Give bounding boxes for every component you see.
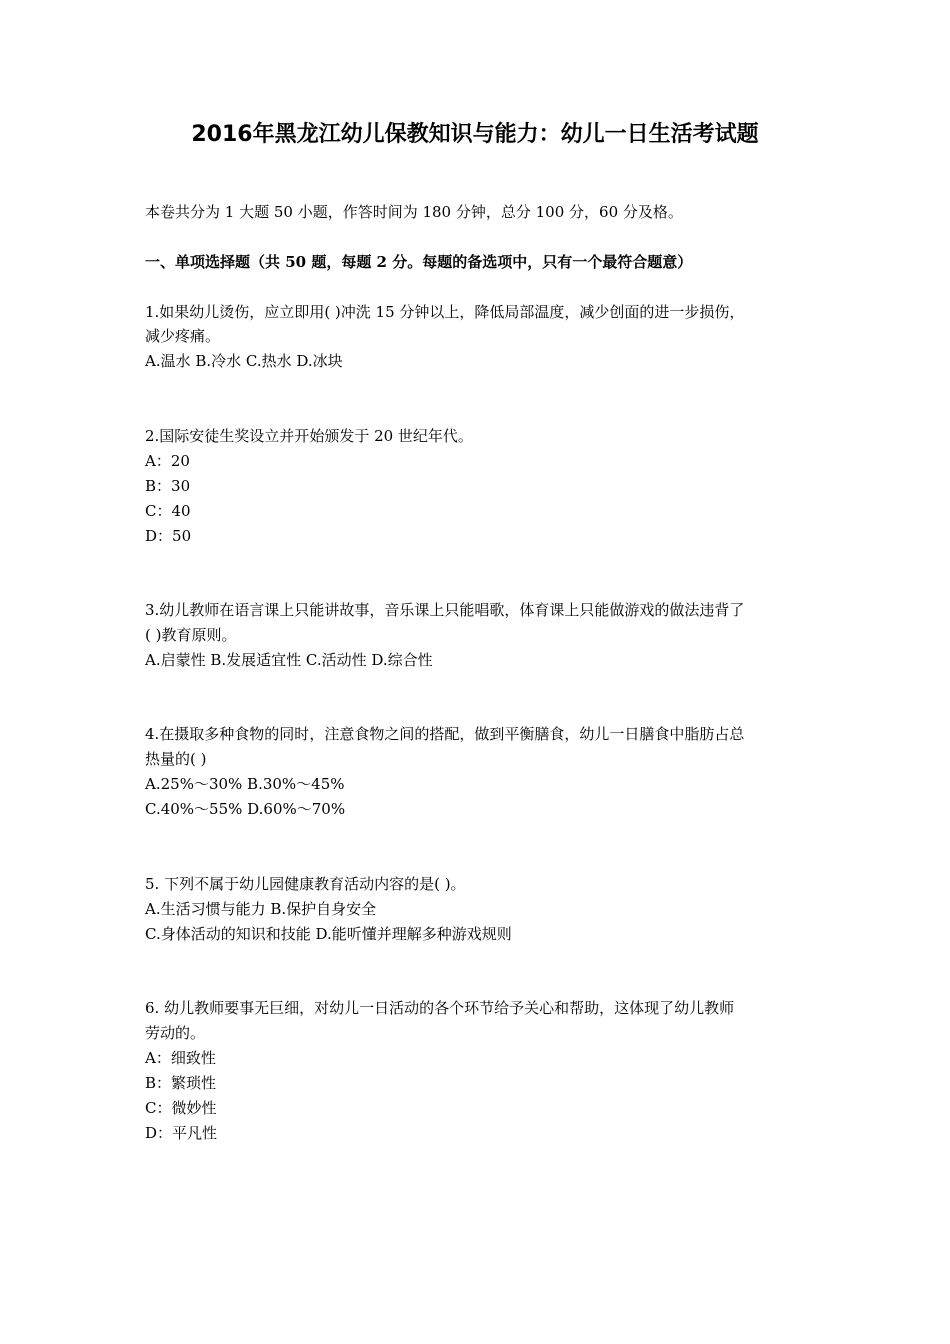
question-3-options: A.启蒙性 B.发展适宜性 C.活动性 D.综合性 <box>145 651 433 669</box>
question-6-option-b: B：繁琐性 <box>145 1074 217 1092</box>
question-6-option-a: A：细致性 <box>145 1049 216 1067</box>
question-5-stem: 5. 下列不属于幼儿园健康教育活动内容的是( )。 <box>145 875 466 893</box>
question-2-option-a: A：20 <box>145 452 190 470</box>
question-6-option-d: D：平凡性 <box>145 1124 218 1142</box>
question-1-stem-line1: 1.如果幼儿烫伤，应立即用( )冲洗 15 分钟以上，降低局部温度，减少创面的进一步损伤， <box>145 303 745 321</box>
question-2-option-d: D：50 <box>145 527 192 545</box>
question-6-stem-line2: 劳动的。 <box>145 1024 206 1042</box>
section-heading: 一、单项选择题（共 50 题，每题 2 分。每题的备选项中，只有一个最符合题意） <box>145 253 693 271</box>
question-3-stem-line1: 3.幼儿教师在语言课上只能讲故事，音乐课上只能唱歌，体育课上只能做游戏的做法违背了 <box>145 601 745 619</box>
question-1-options: A.温水 B.冷水 C.热水 D.冰块 <box>145 352 343 370</box>
question-5-options-row1: A.生活习惯与能力 B.保护自身安全 <box>145 900 377 918</box>
page-title: 2016年黑龙江幼儿保教知识与能力：幼儿一日生活考试题 <box>191 122 759 147</box>
question-2-option-b: B：30 <box>145 477 191 495</box>
question-3-stem-line2: ( )教育原则。 <box>145 626 237 644</box>
question-4-stem-line1: 4.在摄取多种食物的同时，注意食物之间的搭配，做到平衡膳食，幼儿一日膳食中脂肪占总 <box>145 725 745 743</box>
question-4-options-row2: C.40%～55% D.60%～70% <box>145 800 346 818</box>
question-5-options-row2: C.身体活动的知识和技能 D.能听懂并理解多种游戏规则 <box>145 925 512 943</box>
question-4-stem-line2: 热量的( ) <box>145 750 207 768</box>
question-2-option-c: C：40 <box>145 502 191 520</box>
question-6-stem-line1: 6. 幼儿教师要事无巨细，对幼儿一日活动的各个环节给予关心和帮助，这体现了幼儿教师 <box>145 999 735 1017</box>
question-4-options-row1: A.25%～30% B.30%～45% <box>145 775 345 793</box>
exam-intro: 本卷共分为 1 大题 50 小题，作答时间为 180 分钟，总分 100 分，60 分及格。 <box>145 203 683 221</box>
question-6-option-c: C：微妙性 <box>145 1099 217 1117</box>
question-2-stem: 2.国际安徒生奖设立并开始颁发于 20 世纪年代。 <box>145 427 473 445</box>
question-1-stem-line2: 减少疼痛。 <box>145 327 221 345</box>
